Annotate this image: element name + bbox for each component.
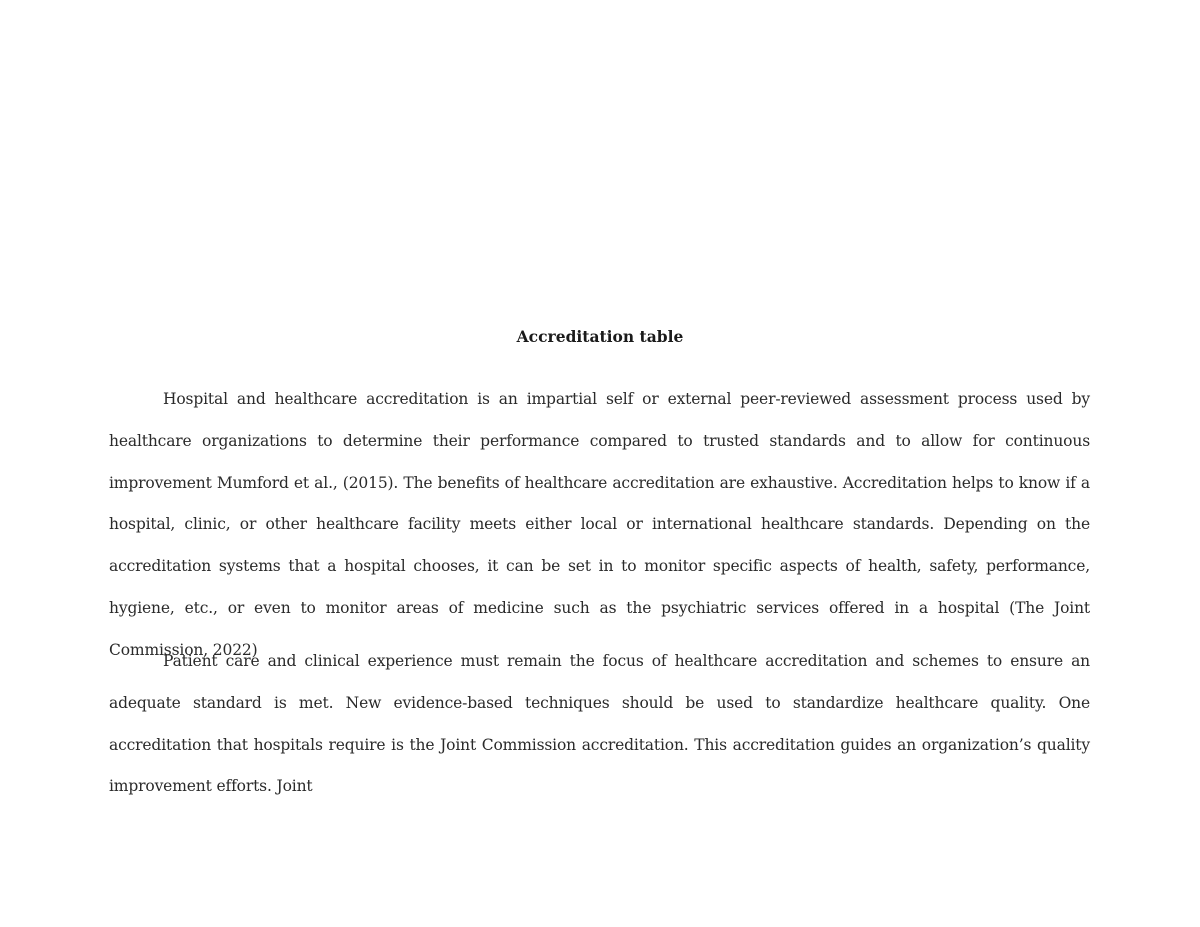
- paragraph-patient-care-focus: Patient care and clinical experience must remain the focus of healthcare accreditation and schemes to ensure an adequate standard is met. New evidence-based techniques should be used to standardize healthcare quality. One accreditation that hospitals require is the Joint Commission accreditation. This accreditation guides an organization’s quality improvement efforts. Joint: [109, 652, 1090, 796]
- document-title: Accreditation table: [516, 327, 684, 346]
- paragraph-accreditation-definition: Hospital and healthcare accreditation is an impartial self or external peer-reviewed assessment process used by healthcare organizations to determine their performance compared to trusted standards and to allow for continuous improvement Mumford et al., (2015). The benefits of healthcare accreditation are exhaustive. Accreditation helps to know if a hospital, clinic, or other healthcare facility meets either local or international healthcare standards. Depending on the accreditation systems that a hospital chooses, it can be set in to monitor specific aspects of health, safety, performance, hygiene, etc., or even to monitor areas of medicine such as the psychiatric services offered in a hospital (The Joint Commission, 2022): [109, 390, 1090, 659]
